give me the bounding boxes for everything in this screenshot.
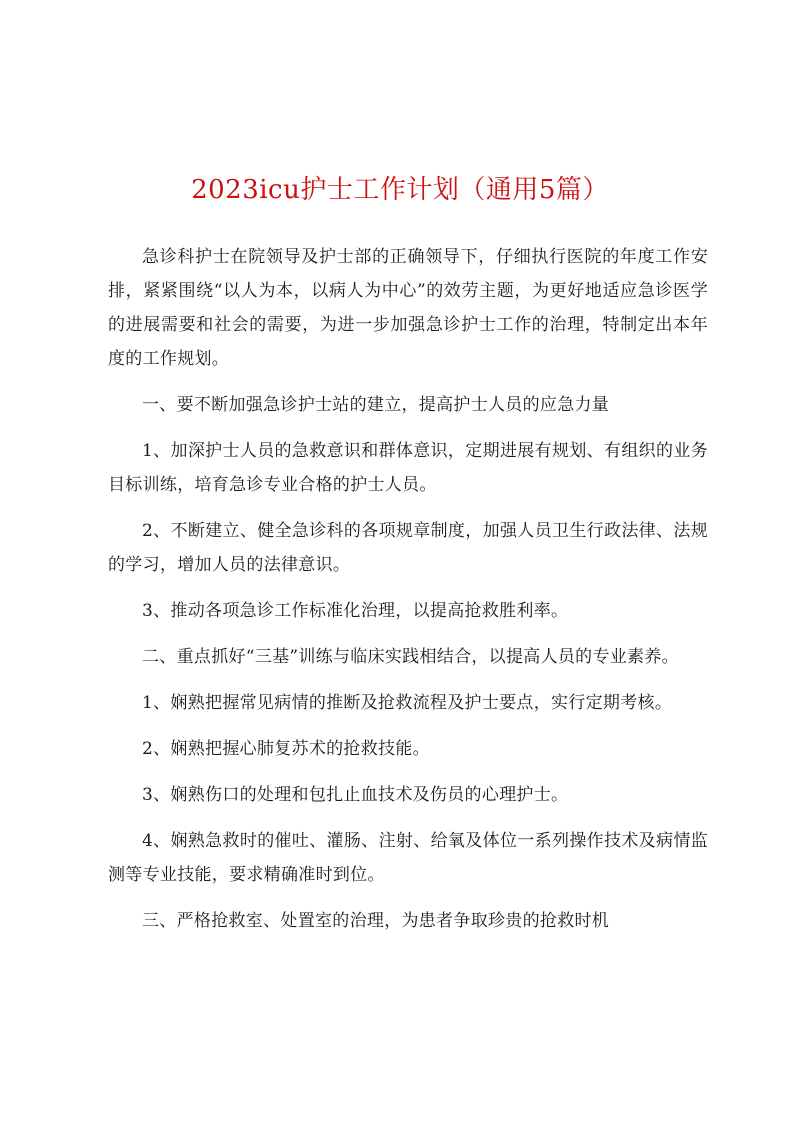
paragraph-intro: 急诊科护士在院领导及护士部的正确领导下，仔细执行医院的年度工作安排，紧紧围绕“以人为本，以病人为中心”的效劳主题，为更好地适应急诊医学的进展需要和社会的需要，为进一步加强急诊护士工作的治理，特制定出本年度的工作规划。 (108, 247, 708, 369)
section-heading-3: 三、严格抢救室、处置室的治理，为患者争取珍贵的抢救时机 (142, 911, 610, 931)
section-heading-1: 一、要不断加强急诊护士站的建立，提高护士人员的应急力量 (142, 395, 610, 415)
document-body (108, 240, 708, 950)
list-item: 2、娴熟把握心肺复苏术的抢救技能。 (142, 739, 430, 759)
list-item: 3、娴熟伤口的处理和包扎止血技术及伤员的心理护士。 (142, 785, 569, 805)
document-title: 2023icu护士工作计划（通用5篇） (191, 175, 609, 205)
list-item: 2、不断建立、健全急诊科的各项规章制度，加强人员卫生行政法律、法规的学习，增加人员的法律意识。 (108, 521, 708, 575)
section-heading-2: 二、重点抓好“三基”训练与临床实践相结合，以提高人员的专业素养。 (142, 647, 679, 667)
list-item: 4、娴熟急救时的催吐、灌肠、注射、给氧及体位一系列操作技术及病情监测等专业技能，要求精确准时到位。 (108, 831, 708, 885)
list-item: 1、娴熟把握常见病情的推断及抢救流程及护士要点，实行定期考核。 (142, 693, 673, 713)
list-item: 1、加深护士人员的急救意识和群体意识，定期进展有规划、有组织的业务目标训练，培育急诊专业合格的护士人员。 (108, 441, 708, 495)
list-item: 3、推动各项急诊工作标准化治理，以提高抢救胜利率。 (142, 601, 569, 621)
